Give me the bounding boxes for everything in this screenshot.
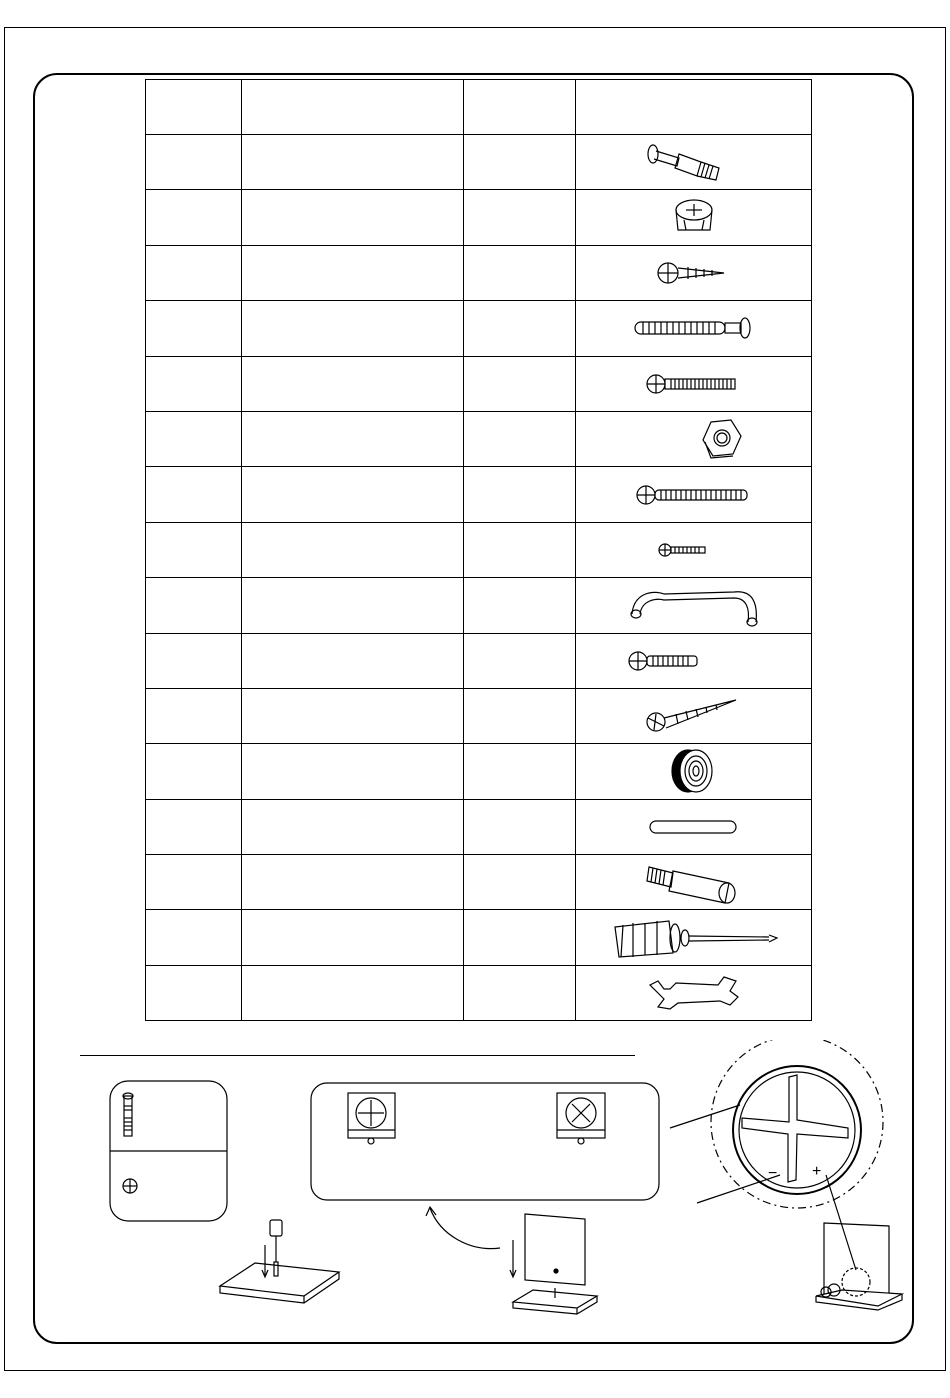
part-name [242, 411, 464, 466]
part-code [146, 245, 242, 300]
table-row [146, 411, 812, 466]
table-row [146, 855, 812, 910]
header-picture [576, 80, 812, 135]
part-name [242, 356, 464, 411]
part-name [242, 245, 464, 300]
coarse-screw-icon [576, 301, 812, 356]
medium-screw-icon [576, 633, 812, 688]
part-code [146, 411, 242, 466]
part-code [146, 633, 242, 688]
part-quantity [464, 356, 576, 411]
assembly-instructions-figure [0, 1040, 950, 1340]
table-row [146, 135, 812, 190]
minus-sign: − [768, 1165, 778, 1182]
step-attach-panel [510, 1214, 597, 1314]
table-row [146, 301, 812, 356]
header-qty [464, 80, 576, 135]
table-row [146, 578, 812, 633]
cam-lock-unlocked-icon [348, 1093, 395, 1144]
part-quantity [464, 799, 576, 854]
part-code [146, 855, 242, 910]
part-code [146, 467, 242, 522]
cam-lock-icon [576, 190, 812, 245]
screwdriver-icon [576, 910, 812, 965]
slot-plug-icon [576, 799, 812, 854]
part-name [242, 799, 464, 854]
cam-lock-locked-icon [557, 1093, 605, 1144]
part-quantity [464, 855, 576, 910]
part-quantity [464, 411, 576, 466]
plus-sign: + [812, 1163, 822, 1180]
wrench-icon [576, 965, 812, 1020]
part-name [242, 910, 464, 965]
part-quantity [464, 910, 576, 965]
cam-bolt-icon [123, 1093, 133, 1136]
part-name [242, 301, 464, 356]
part-quantity [464, 522, 576, 577]
part-code [146, 744, 242, 799]
table-row [146, 522, 812, 577]
parts-table-body [146, 135, 812, 1021]
wood-screw-icon [576, 245, 812, 300]
part-name [242, 135, 464, 190]
machine-screw-icon [576, 356, 812, 411]
cam-bolt-icon [576, 135, 812, 190]
table-row [146, 356, 812, 411]
felt-pad-icon [576, 744, 812, 799]
table-row [146, 467, 812, 522]
part-code [146, 356, 242, 411]
magnified-detail [670, 1040, 883, 1208]
part-code [146, 799, 242, 854]
header-code [146, 80, 242, 135]
flow-arrow [430, 1208, 500, 1249]
header-name [242, 80, 464, 135]
part-name [242, 855, 464, 910]
part-name [242, 522, 464, 577]
part-quantity [464, 633, 576, 688]
part-quantity [464, 965, 576, 1020]
part-code [146, 522, 242, 577]
part-quantity [464, 578, 576, 633]
pointed-screw-icon [576, 688, 812, 743]
fastener-callout-box [110, 1081, 227, 1221]
table-row [146, 910, 812, 965]
hex-nut-icon [576, 411, 812, 466]
table-row [146, 744, 812, 799]
table-row [146, 799, 812, 854]
part-code [146, 965, 242, 1020]
part-quantity [464, 467, 576, 522]
part-code [146, 578, 242, 633]
part-name [242, 965, 464, 1020]
part-code [146, 301, 242, 356]
cam-lock-state-panel [311, 1083, 659, 1200]
part-name [242, 578, 464, 633]
table-row [146, 245, 812, 300]
part-code [146, 190, 242, 245]
handle-icon [576, 578, 812, 633]
part-quantity [464, 135, 576, 190]
part-name [242, 633, 464, 688]
part-code [146, 910, 242, 965]
table-row [146, 688, 812, 743]
table-row [146, 633, 812, 688]
part-quantity [464, 245, 576, 300]
part-quantity [464, 301, 576, 356]
part-name [242, 744, 464, 799]
parts-table-header [146, 80, 812, 135]
table-row [146, 190, 812, 245]
part-code [146, 688, 242, 743]
part-code [146, 135, 242, 190]
part-name [242, 467, 464, 522]
dowel-bolt-icon [576, 855, 812, 910]
screwdriver-icon [270, 1220, 282, 1236]
step-insert-bolt [220, 1220, 339, 1303]
part-name [242, 688, 464, 743]
part-name [242, 190, 464, 245]
short-screw-icon [576, 522, 812, 577]
part-quantity [464, 744, 576, 799]
parts-list-table [145, 79, 812, 1021]
part-quantity [464, 190, 576, 245]
step-tighten-lock [816, 1175, 902, 1310]
long-machine-screw-icon [576, 467, 812, 522]
table-row [146, 965, 812, 1020]
part-quantity [464, 688, 576, 743]
phillips-head-icon [123, 1179, 137, 1193]
